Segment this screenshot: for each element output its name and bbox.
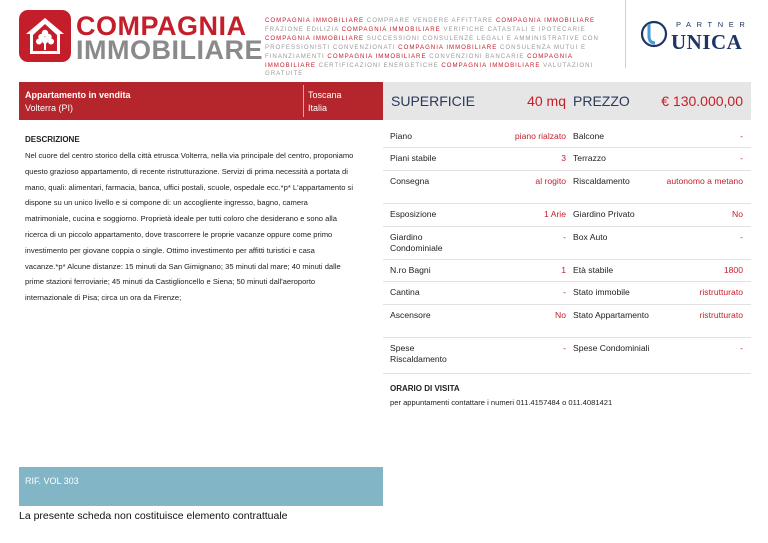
detail-label: Cantina [390, 287, 420, 297]
area-label: SUPERFICIE [391, 93, 476, 109]
detail-value: 1 Arie [544, 209, 566, 219]
tagline-text-segment: SUCCESSIONI CONSULENZE LEGALI E AMMINISTRATIVE CON PROFESSIONISTI CONVENZIONATI [265, 34, 599, 51]
header [0, 0, 768, 80]
description-text: Nel cuore del centro storico della città etrusca Volterra, nella via principale del centro, proponiamo questo grazioso appartamento, di recente ristrutturazione. Servizi di prima necessità a portata di mano, quali: alimentari, farmacia, banca, uffici postali, scuole, ospedale ecc.*p* L'appartamento si dispone su un unico livello e si compone di: un accogliente ingresso, bagno, camera matrimoniale, cucina e soggiorno. Proprietà ideale per tutti coloro che desiderano e sono alla ricerca di un piccolo appartamento, dove trascorrere le proprie vacanze oppure come primo investimento per giovane coppia o single. Ottimo investimento per affitti turistici e casa vacanze.*p* Alcune distanze: 15 minuti da San Gimignano; 35 minuti dal mare; 40 minuti dalle prime stazioni ferroviarie; 45 minuti da Castiglioncello e Siena; 50 minuti dall'aeroporto internazionale di Pisa; circa un ora da Firenze; [25, 151, 354, 303]
brand-name-line2: IMMOBILIARE [76, 35, 263, 65]
visit-text: per appuntamenti contattare i numeri 011.4157484 o 011.4081421 [390, 398, 613, 407]
reference-code: RIF. VOL 303 [25, 476, 79, 486]
detail-value: - [740, 153, 743, 163]
detail-label: Balcone [573, 131, 605, 141]
detail-row [383, 147, 751, 171]
detail-value: - [740, 343, 743, 353]
detail-label: Piani stabile [390, 153, 437, 163]
tagline-brand-segment: COMPAGNIA IMMOBILIARE [341, 25, 441, 33]
detail-label: N.ro Bagni [390, 265, 431, 275]
detail-value: al rogito [535, 176, 566, 186]
detail-value: ristrutturato [699, 310, 743, 320]
detail-value: 1 [561, 265, 566, 275]
detail-label: Età stabile [573, 265, 614, 275]
company-logo-icon [19, 10, 71, 62]
detail-value: - [740, 131, 743, 141]
detail-value: piano rialzato [514, 131, 566, 141]
partner-logo-icon [641, 18, 669, 55]
detail-value: ristrutturato [699, 287, 743, 297]
tagline-brand-segment: COMPAGNIA IMMOBILIARE [495, 17, 596, 24]
detail-label: Spese Condominiali [573, 343, 650, 353]
listing-region: Toscana [308, 90, 342, 100]
partner-name: UNICA [671, 30, 743, 54]
detail-value: - [563, 343, 566, 353]
detail-value: No [732, 209, 743, 219]
tagline-text-segment: FRAZIONE EDILIZIA [265, 25, 342, 33]
detail-row [383, 170, 751, 204]
detail-label: Giardino Privato [573, 209, 635, 219]
detail-label: Giardino Condominiale [390, 232, 443, 253]
detail-row [383, 337, 751, 374]
detail-value: 1800 [723, 265, 743, 275]
detail-row [383, 259, 751, 282]
detail-label: Esposizione [390, 209, 437, 219]
detail-label: Piano [390, 131, 412, 141]
listing-type: Appartamento in vendita [25, 90, 131, 100]
description-title: DESCRIZIONE [25, 135, 80, 144]
detail-label: Ascensore [390, 310, 431, 320]
partner-label: PARTNER [676, 20, 751, 29]
detail-label: Terrazzo [573, 153, 606, 163]
brand-name-line1: COMPAGNIA [76, 11, 247, 41]
detail-label: Stato immobile [573, 287, 630, 297]
tagline-text-segment: CERTIFICAZIONI ENERGETICHE [315, 61, 442, 69]
detail-label: Spese Riscaldamento [390, 343, 447, 364]
tagline-text-segment: CONVENZIONI BANCARIE [426, 52, 528, 60]
detail-row [383, 281, 751, 305]
tagline-brand-segment: COMPAGNIA IMMOBILIARE [265, 34, 365, 42]
detail-value: - [563, 287, 566, 297]
tagline-brand-segment: COMPAGNIA IMMOBILIARE [398, 43, 498, 51]
detail-value: - [563, 232, 566, 242]
listing-bar-divider [303, 85, 304, 117]
tagline-text-segment: VERIFICHE CATASTALI E IPOTECARIE [440, 25, 586, 33]
tagline-text-segment: CONSULENZA MUTUI E FINANZIAMENTI [265, 43, 587, 60]
detail-label: Stato Appartamento [573, 310, 649, 320]
detail-value: autonomo a metano [666, 176, 743, 186]
detail-label: Riscaldamento [573, 176, 630, 186]
tagline-text-segment: VALUTAZIONI GRATUITE [265, 61, 594, 78]
detail-value: - [740, 232, 743, 242]
tagline-brand-segment: COMPAGNIA IMMOBILIARE [327, 52, 427, 60]
visit-title: ORARIO DI VISITA [390, 384, 460, 393]
detail-row [383, 125, 751, 148]
listing-location: Volterra (PI) [25, 103, 74, 113]
detail-label: Box Auto [573, 232, 608, 242]
tagline-brand-segment: COMPAGNIA IMMOBILIARE [265, 17, 365, 24]
price-value: € 130.000,00 [661, 93, 743, 109]
disclaimer: La presente scheda non costituisce elemento contrattuale [19, 510, 288, 522]
tagline-brand-segment: COMPAGNIA IMMOBILIARE [265, 52, 573, 69]
reference-box [19, 467, 383, 506]
listing-country: Italia [308, 103, 328, 113]
detail-row [383, 203, 751, 227]
summary-bar [383, 82, 751, 120]
tagline-text-segment: COMPRARE VENDERE AFFITTARE [364, 17, 496, 24]
detail-value: 3 [561, 153, 566, 163]
services-tagline [265, 17, 617, 79]
area-value: 40 mq [527, 93, 566, 109]
price-label: PREZZO [573, 93, 630, 109]
detail-label: Consegna [390, 176, 430, 186]
header-divider [625, 0, 626, 68]
listing-header-bar [19, 82, 383, 120]
tagline-brand-segment: COMPAGNIA IMMOBILIARE [441, 61, 541, 69]
detail-value: No [555, 310, 566, 320]
detail-row [383, 226, 751, 260]
detail-row [383, 304, 751, 338]
